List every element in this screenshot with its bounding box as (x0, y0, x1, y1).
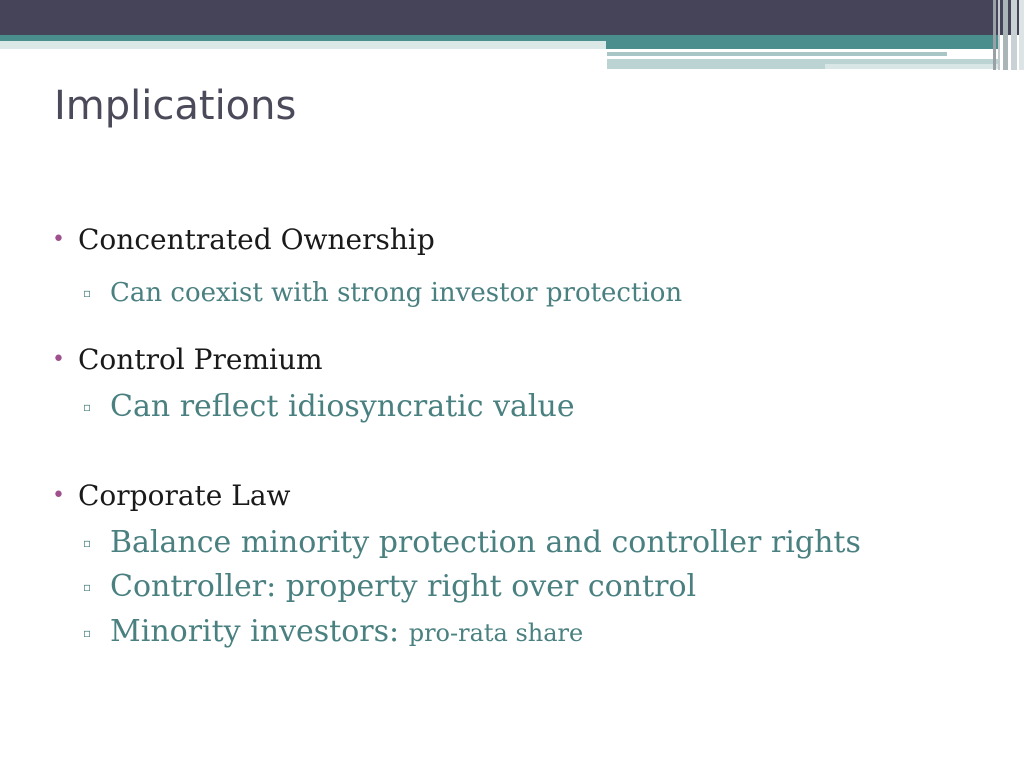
header-vertical-stripe (1019, 0, 1024, 70)
bullet-concentrated-ownership (52, 222, 435, 258)
bullet-dot-icon: • (52, 227, 65, 252)
bullet-label: Control Premium (78, 343, 323, 376)
sub-bullet-controller (83, 568, 697, 606)
sub-bullet-text: Controller: property right over control (110, 569, 697, 604)
bullet-control-premium (52, 342, 323, 378)
header-band-dark (0, 0, 1024, 35)
header-accent-bar (607, 52, 947, 56)
sub-bullet-square-icon: ▫ (83, 400, 92, 414)
header-vertical-stripe (998, 0, 1000, 70)
header-vertical-stripe (1003, 0, 1008, 70)
bullet-dot-icon: • (52, 347, 65, 372)
header-accent-bar (825, 64, 1000, 69)
sub-bullet-idiosyncratic (83, 388, 575, 426)
sub-bullet-square-icon: ▫ (83, 536, 92, 550)
header-band-pale (0, 41, 606, 49)
bullet-corporate-law (52, 478, 291, 514)
sub-bullet-text: Balance minority protection and controller rights (110, 525, 861, 560)
sub-bullet-text: Can coexist with strong investor protection (110, 278, 683, 308)
sub-bullet-square-icon: ▫ (83, 286, 92, 300)
sub-bullet-text-small: pro-rata share (408, 619, 584, 647)
sub-bullet-text: Minority investors: (110, 614, 400, 649)
sub-bullet-balance (83, 524, 861, 562)
bullet-label: Concentrated Ownership (78, 223, 435, 256)
bullet-dot-icon: • (52, 483, 65, 508)
sub-bullet-square-icon: ▫ (83, 580, 92, 594)
sub-bullet-square-icon: ▫ (83, 625, 92, 640)
sub-bullet-coexist (83, 276, 683, 310)
header-vertical-stripe (1011, 0, 1017, 70)
sub-bullet-text: Can reflect idiosyncratic value (110, 389, 575, 424)
sub-bullet-minority (83, 613, 584, 652)
bullet-label: Corporate Law (78, 479, 291, 512)
header-vertical-stripe (993, 0, 996, 70)
slide-title: Implications (54, 83, 297, 129)
